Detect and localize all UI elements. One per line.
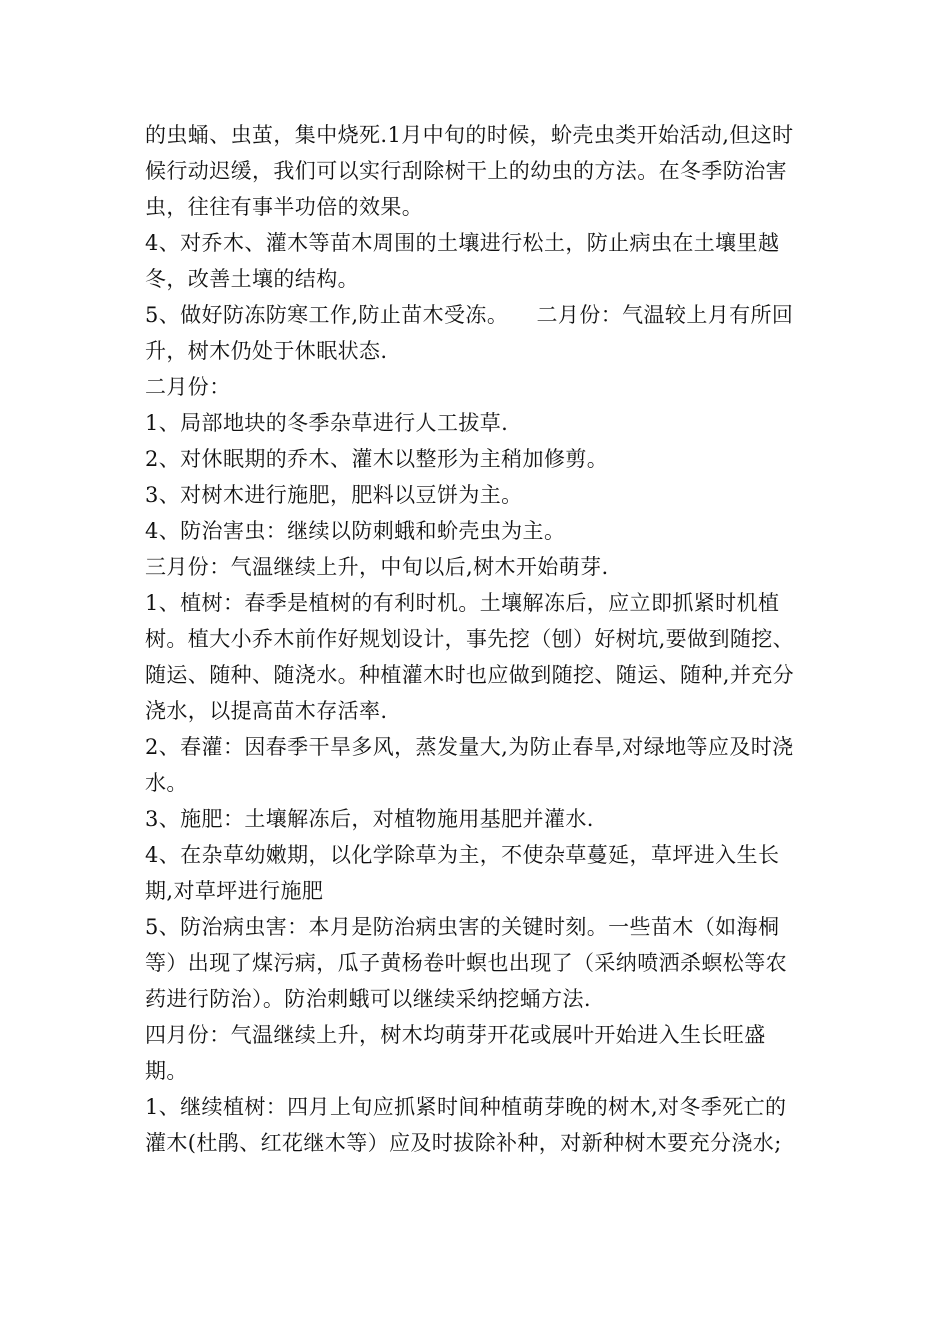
- paragraph-mar-item-4: 4、在杂草幼嫩期，以化学除草为主，不使杂草蔓延，草坪进入生长期,对草坪进行施肥: [145, 843, 780, 903]
- section-heading-march: 三月份：气温继续上升，中旬以后,树木开始萌芽.: [145, 555, 609, 579]
- section-heading-february: 二月份：: [145, 375, 231, 399]
- body-text: [145, 117, 805, 1161]
- paragraph-mar-item-2: 2、春灌：因春季干旱多风，蒸发量大,为防止春旱,对绿地等应及时浇水。: [145, 735, 794, 795]
- paragraph-feb-item-4: 4、防治害虫：继续以防刺蛾和蚧壳虫为主。: [145, 519, 566, 543]
- paragraph-apr-item-1: 1、继续植树：四月上旬应抓紧时间种植萌芽晚的树木,对冬季死亡的灌木(杜鹃、红花继木等）应及时拔除补种，对新种树木要充分浇水;: [145, 1095, 787, 1155]
- paragraph-feb-item-1: 1、局部地块的冬季杂草进行人工拔草.: [145, 411, 509, 435]
- paragraph-feb-item-2: 2、对休眠期的乔木、灌木以整形为主稍加修剪。: [145, 447, 609, 471]
- paragraph-item-4-loosen-soil: 4、对乔木、灌木等苗木周围的土壤进行松土，防止病虫在土壤里越冬，改善土壤的结构。: [145, 231, 780, 291]
- section-heading-april: 四月份：气温继续上升，树木均萌芽开花或展叶开始进入生长旺盛期。: [145, 1023, 766, 1083]
- paragraph-feb-item-3: 3、对树木进行施肥，肥料以豆饼为主。: [145, 483, 523, 507]
- paragraph-mar-item-5: 5、防治病虫害：本月是防治病虫害的关键时刻。一些苗木（如海桐等）出现了煤污病，瓜子黄杨卷叶螟也出现了（采纳喷洒杀螟松等农药进行防治）。防治刺蛾可以继续采纳挖蛹方法.: [145, 915, 787, 1011]
- paragraph-mar-item-1: 1、植树：春季是植树的有利时机。土壤解冻后，应立即抓紧时机植树。植大小乔木前作好规划设计，事先挖（刨）好树坑,要做到随挖、随运、随种、随浇水。种植灌木时也应做到随挖、随运、随种,并充分浇水，以提高苗木存活率.: [145, 591, 795, 723]
- paragraph-item-5-frost-protection: 5、做好防冻防寒工作,防止苗木受冻。 二月份：气温较上月有所回升，树木仍处于休眠状态.: [145, 303, 794, 363]
- paragraph-mar-item-3: 3、施肥：土壤解冻后，对植物施用基肥并灌水.: [145, 807, 594, 831]
- paragraph-insect-control-cont: 的虫蛹、虫茧，集中烧死.1月中旬的时候，蚧壳虫类开始活动,但这时候行动迟缓，我们可以实行刮除树干上的幼虫的方法。在冬季防治害虫，往往有事半功倍的效果。: [145, 123, 794, 219]
